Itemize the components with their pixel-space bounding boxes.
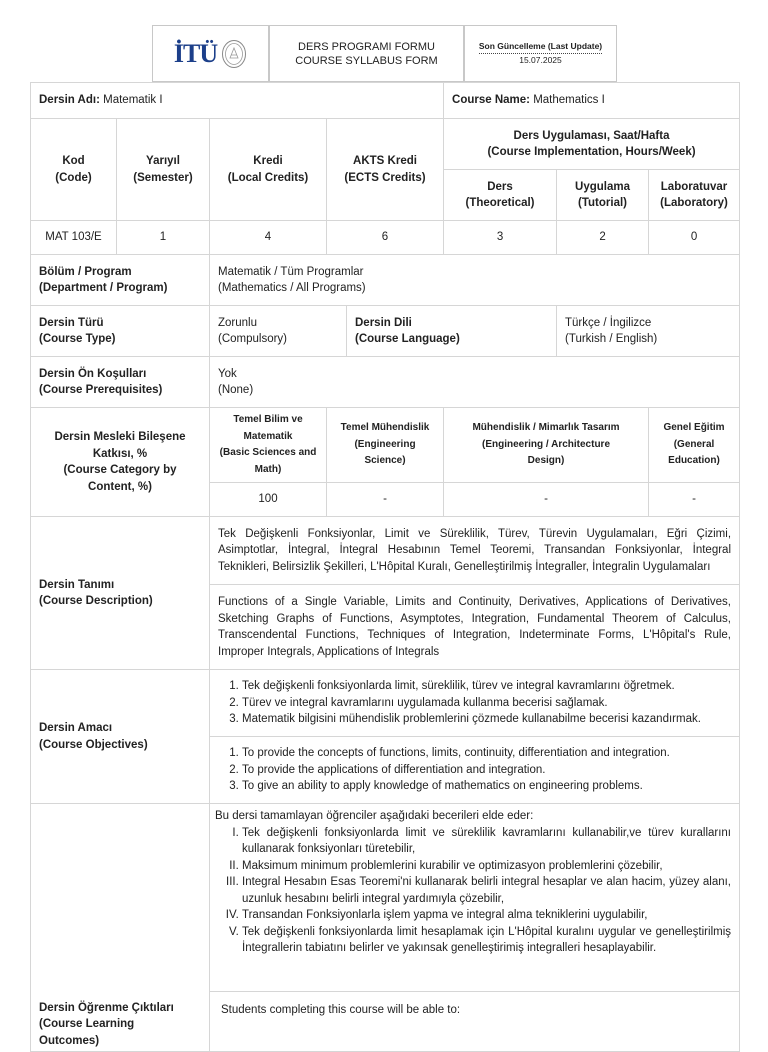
category-header-engineering-design: Mühendislik / Mimarlık Tasarım (Engineering / Architecture Design) (444, 408, 649, 483)
university-seal-icon (221, 39, 247, 69)
department-row (31, 255, 740, 306)
description-label: Dersin Tanımı (Course Description) (31, 517, 210, 670)
syllabus-table (30, 82, 740, 1052)
col-credits-header: Kredi (Local Credits) (210, 119, 327, 221)
department-label: Bölüm / Program (Department / Program) (31, 255, 210, 306)
objective-en-item: 1. To provide the concepts of functions, limits, continuity, differentiation and integration. (242, 745, 731, 762)
col-laboratory-header: Laboratuvar (Laboratory) (649, 170, 740, 221)
objectives-en (210, 737, 740, 804)
department-value: Matematik / Tüm Programlar (Mathematics / All Programs) (210, 255, 740, 306)
objective-tr-item: 1. Tek değişkenli fonksiyonlarda limit, süreklilik, türev ve integral kavramlarını öğretmek. (242, 678, 731, 695)
objectives-tr (210, 670, 740, 737)
outcome-tr-item: I. Tek değişkenli fonksiyonlarda limit ve süreklilik kavramlarını kullanabilir,ve türev kurallarını kullanarak fonksiyonları türetebilir, (242, 825, 731, 858)
outcome-tr-item: IV. Transandan Fonksiyonlarla işlem yapma ve integral alma tekniklerini uygulabilir, (242, 907, 731, 924)
form-header (152, 25, 617, 82)
outcomes-tr (210, 804, 740, 992)
last-update-label: Son Güncelleme (Last Update) (479, 41, 602, 54)
course-name-en: Course Name: Mathematics I (444, 83, 740, 119)
course-name-row (31, 83, 740, 119)
course-values-row (31, 221, 740, 255)
col-ects-header: AKTS Kredi (ECTS Credits) (327, 119, 444, 221)
form-title (269, 25, 464, 82)
category-header-basic-sciences: Temel Bilim ve Matematik (Basic Sciences and Math) (210, 408, 327, 483)
value-code: MAT 103/E (31, 221, 117, 255)
description-en: Functions of a Single Variable, Limits and Continuity, Derivatives, Applications of Derivatives, Sketching Graphs of Functions, Asymptotes, Integration, Fundamental Theorem of Calculus, Transcendental Functions, Techniques of Integration, Indeterminate Forms, L'Hôpital's Rule, Improper Integrals, Applications of Integrals (210, 585, 740, 670)
category-header-engineering-science: Temel Mühendislik (Engineering Science) (327, 408, 444, 483)
course-language-value: Türkçe / İngilizce (Turkish / English) (557, 306, 740, 357)
outcome-tr-item: II. Maksimum minimum problemlerini kurabilir ve optimizasyon problemlerini çözebilir, (242, 858, 731, 875)
outcomes-label: Dersin Öğrenme Çıktıları (Course Learning Outcomes) (31, 804, 210, 1052)
value-laboratory: 0 (649, 221, 740, 255)
category-value-general-education: - (649, 483, 740, 517)
category-value-engineering-design: - (444, 483, 649, 517)
objective-tr-item: 2. Türev ve integral kavramlarını uygulamada kullanma becerisi sağlamak. (242, 695, 731, 712)
category-value-basic-sciences: 100 (210, 483, 327, 517)
category-label: Dersin Mesleki Bileşene Katkısı, % (Course Category by Content, %) (31, 408, 210, 517)
objectives-label: Dersin Amacı (Course Objectives) (31, 670, 210, 804)
course-type-value: Zorunlu (Compulsory) (210, 306, 347, 357)
form-title-en: COURSE SYLLABUS FORM (295, 54, 438, 67)
col-semester-header: Yarıyıl (Semester) (117, 119, 210, 221)
col-implementation-header: Ders Uygulaması, Saat/Hafta (Course Implementation, Hours/Week) (444, 119, 740, 170)
col-theoretical-header: Ders (Theoretical) (444, 170, 557, 221)
outcome-tr-item: V. Tek değişkenli fonksiyonlarda limit hesaplamak için L'Hôpital kuralını uygular ve genelleştirilmiş İntegrallerin tabiatını belirler ve yakınsak genelleştirimiş integralleri hesaplayabilir. (242, 924, 731, 957)
objective-en-item: 3. To give an ability to apply knowledge of mathematics on engineering problems. (242, 778, 731, 795)
course-type-label: Dersin Türü (Course Type) (31, 306, 210, 357)
course-name-tr: Dersin Adı: Matematik I (31, 83, 444, 119)
objective-tr-item: 3. Matematik bilgisini mühendislik problemlerini çözmede kullanabilme becerisi kazandırmak. (242, 711, 731, 728)
course-language-label: Dersin Dili (Course Language) (347, 306, 557, 357)
prerequisites-row (31, 357, 740, 408)
last-update-date: 15.07.2025 (519, 55, 562, 65)
logo-text: İTÜ (173, 38, 218, 68)
course-type-row (31, 306, 740, 357)
value-tutorial: 2 (557, 221, 649, 255)
objective-en-item: 2. To provide the applications of differentiation and integration. (242, 762, 731, 779)
value-semester: 1 (117, 221, 210, 255)
value-theoretical: 3 (444, 221, 557, 255)
col-code-header: Kod (Code) (31, 119, 117, 221)
description-tr: Tek Değişkenli Fonksiyonlar, Limit ve Süreklilik, Türev, Türevin Uygulamaları, Eğri Çizimi, Asimptotlar, İntegral, İntegral Hesabının Temel Teoremi, Transandan Fonksiyonlar, İntegral Teknikleri, Belirsizlik Şekilleri, L'Hôpital Kuralı, Genelleştirilmiş İntegraller, İntegralin Uygulamaları (210, 517, 740, 585)
category-header-general-education: Genel Eğitim (General Education) (649, 408, 740, 483)
outcomes-en-intro: Students completing this course will be able to: (221, 1004, 461, 1016)
prerequisites-value: Yok (None) (210, 357, 740, 408)
outcomes-en (210, 992, 740, 1052)
category-value-engineering-science: - (327, 483, 444, 517)
form-title-tr: DERS PROGRAMI FORMU (298, 40, 435, 53)
prerequisites-label: Dersin Ön Koşulları (Course Prerequisites) (31, 357, 210, 408)
itu-logo (152, 25, 269, 82)
value-credits: 4 (210, 221, 327, 255)
outcomes-tr-intro: Bu dersi tamamlayan öğrenciler aşağıdaki becerileri elde eder: (215, 810, 534, 822)
last-update (464, 25, 617, 82)
value-ects: 6 (327, 221, 444, 255)
outcome-tr-item: III. Integral Hesabın Esas Teoremi'ni kullanarak belirli integral hesaplar ve alan hacim, yüzey alanı, uzunluk hesabını belirli integral yardımıyla çözebilir, (242, 874, 731, 907)
col-tutorial-header: Uygulama (Tutorial) (557, 170, 649, 221)
